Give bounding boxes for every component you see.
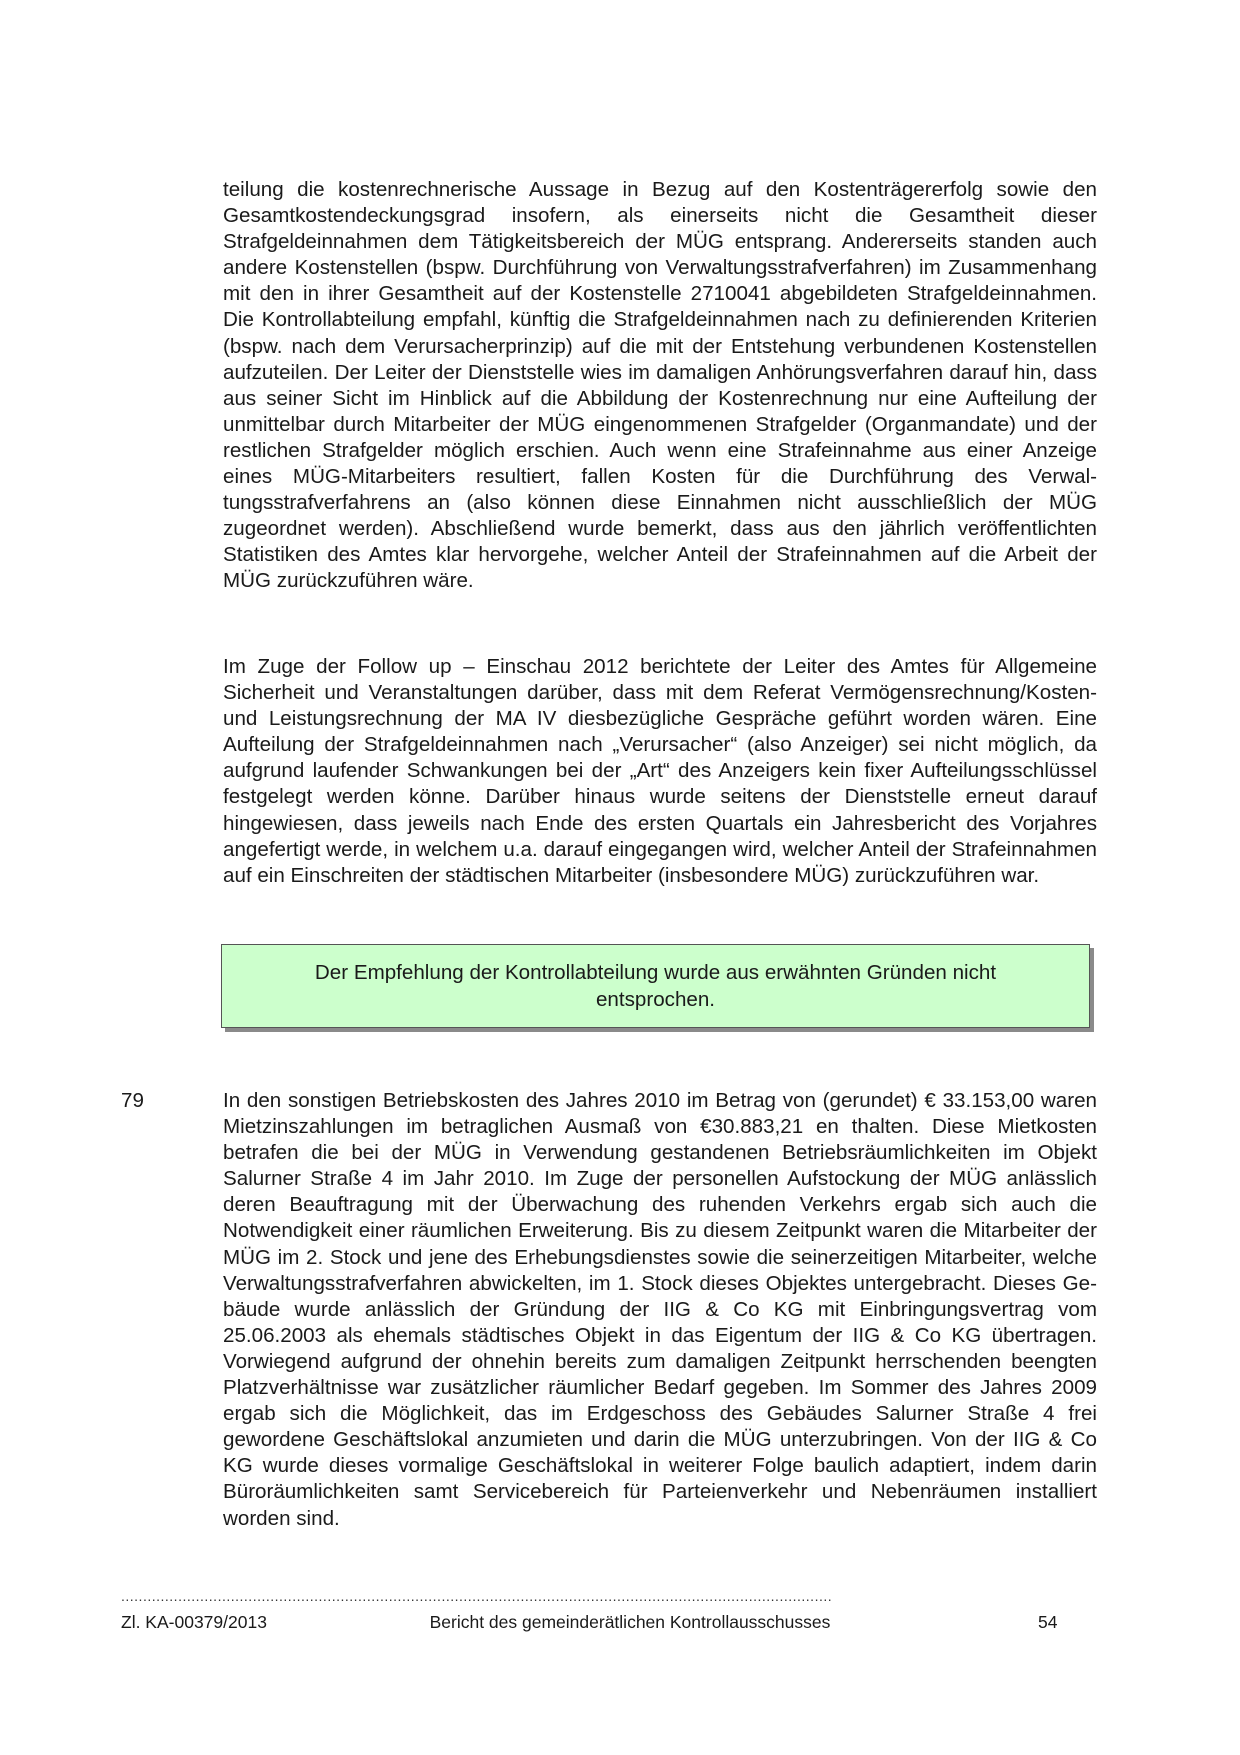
body-paragraph-3: In den sonstigen Betriebskosten des Jahres 2010 im Betrag von (gerundet) € 33.153,00 waren Mietzinszahlungen im betraglichen Ausmaß von €30.883,21 en thalten. Diese Mietkosten betrafen die bei der MÜG in Verwendung gestandenen Betriebsräumlichkeiten im Objekt Salurner Straße 4 im Jahr 2010. Im Zuge der personellen Aufstockung der MÜG anlässlich deren Beauftragung mit der Überwachung des ruhenden Verkehrs ergab sich auch die Notwendigkeit einer räumlichen Erweiterung. Bis zu diesem Zeitpunkt waren die Mitarbeiter der MÜG im 2. Stock und jene des Erhebungsdienstes sowie die seinerzeitigen Mitarbeiter, welche Verwaltungsstrafverfahren abwickelten, im 1. Stock dieses Objektes untergebracht. Dieses Gebäude wurde anlässlich der Gründung der IIG & Co KG mit Einbringungsvertrag vom 25.06.2003 als ehemals städtisches Objekt in das Eigentum der IIG & Co KG übertragen. Vorwiegend aufgrund der ohnehin bereits zum damaligen Zeitpunkt herrschenden beengten Platzverhältnisse war zusätzlicher räumlicher Bedarf gegeben. Im Sommer des Jahres 2009 ergab sich die Möglichkeit, das im Erdgeschoss des Gebäudes Salurner Straße 4 frei gewordene Geschäftslokal anzumieten und darin die MÜG unterzubringen. Von der IIG & Co KG wurde dieses vormalige Geschäftslokal in weiterer Folge baulich adaptiert, indem darin Büroräumlichkeiten samt Servicebereich für Parteienverkehr und Nebenräumen installiert worden sind. xyxy=(223,1089,1097,1530)
footer-dotted-rule: .................................................................................................................................................................. xyxy=(121,1590,833,1602)
footer-reference: Zl. KA-00379/2013 xyxy=(121,1612,267,1632)
item-number: 79 xyxy=(121,1089,144,1112)
recommendation-box xyxy=(221,944,1090,1028)
footer-title: Bericht des gemeinderätlichen Kontrollausschusses xyxy=(429,1612,831,1632)
body-paragraph-1: teilung die kostenrechnerische Aussage in Bezug auf den Kostenträgererfolg sowie den Gesamtkostendeckungsgrad insofern, als einerseits nicht die Gesamtheit dieser Strafgeldeinnahmen dem Tätigkeitsbereich der MÜG entsprang. Andererseits standen auch andere Kostenstellen (bspw. Durchführung von Verwaltungsstrafverfahren) im Zusammenhang mit den in ihrer Gesamtheit auf der Kostenstelle 2710041 abgebildeten Strafgeldeinnahmen. Die Kontrollabteilung empfahl, künftig die Strafgeldeinnahmen nach zu definierenden Kriterien (bspw. nach dem Verursacherprinzip) auf die mit der Entstehung verbundenen Kostenstellen aufzuteilen. Der Leiter der Dienststelle wies im damaligen Anhörungsverfahren darauf hin, dass aus seiner Sicht im Hinblick auf die Abbildung der Kostenrechnung nur eine Aufteilung der unmittelbar durch Mitarbeiter der MÜG eingenommenen Strafgelder (Organmandate) und der restlichen Strafgelder möglich erschien. Auch wenn eine Strafeinnahme aus einer Anzeige eines MÜG-Mitarbeiters resultiert, fallen Kosten für die Durchführung des Verwaltungsstrafverfahrens an (also können diese Einnahmen nicht ausschließlich der MÜG zugeordnet werden). Abschließend wurde bemerkt, dass aus den jährlich veröffentlichten Statistiken des Amtes klar hervorgehe, welcher Anteil der Strafeinnahmen auf die Arbeit der MÜG zurückzuführen wäre. xyxy=(223,178,1097,593)
page-number: 54 xyxy=(1038,1612,1058,1632)
body-paragraph-2: Im Zuge der Follow up – Einschau 2012 berichtete der Leiter des Amtes für Allgemeine Sicherheit und Veranstaltungen darüber, dass mit dem Referat Vermögensrechnung/Kosten- und Leistungsrechnung der MA IV diesbezügliche Gespräche geführt worden wären. Eine Aufteilung der Strafgeldeinnahmen nach „Verursacher“ (also Anzeiger) sei nicht möglich, da aufgrund laufender Schwankungen bei der „Art“ des Anzeigers kein fixer Aufteilungsschlüssel festgelegt werden könne. Darüber hinaus wurde seitens der Dienststelle erneut darauf hingewiesen, dass jeweils nach Ende des ersten Quartals ein Jahresbericht des Vorjahres angefertigt werde, in welchem u.a. darauf eingegangen wird, welcher Anteil der Strafeinnahmen auf ein Einschreiten der städtischen Mitarbeiter (insbesondere MÜG) zurückzuführen war. xyxy=(223,655,1097,887)
recommendation-text: Der Empfehlung der Kontrollabteilung wurde aus erwähnten Gründen nicht entsprochen. xyxy=(314,961,997,1011)
